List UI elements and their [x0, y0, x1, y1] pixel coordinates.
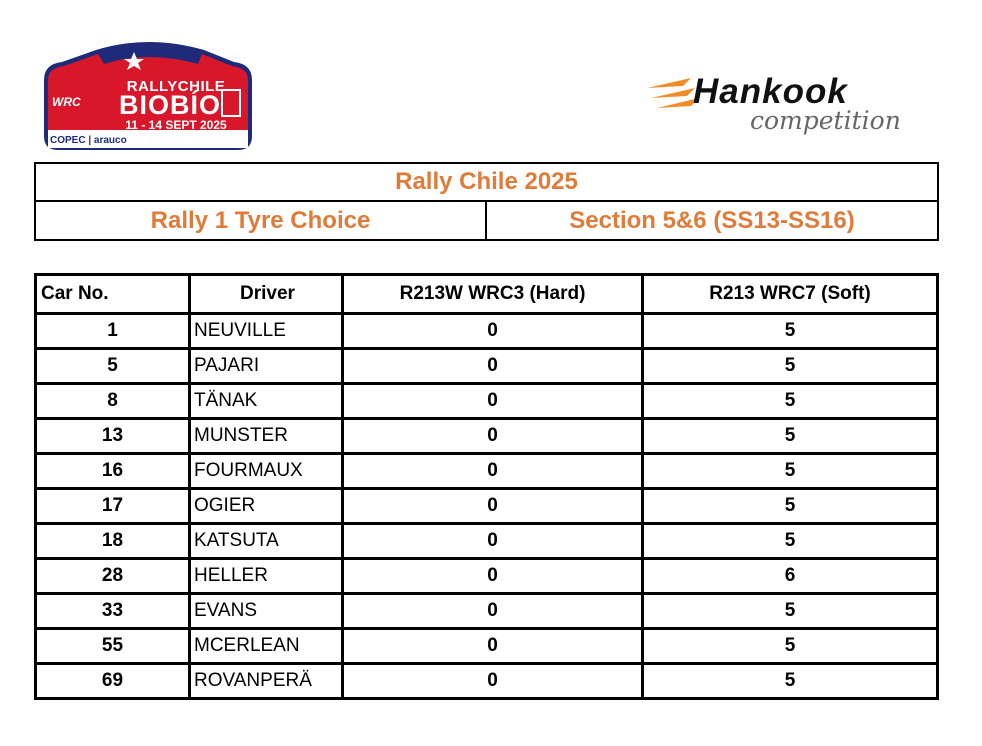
driver-name: MUNSTER	[190, 419, 343, 454]
hard-count: 0	[343, 524, 643, 559]
driver-name: ROVANPERÄ	[190, 664, 343, 699]
table-row	[36, 384, 938, 419]
page-title: Rally Chile 2025	[395, 168, 578, 195]
column-header-car: Car No.	[36, 275, 190, 314]
table-row	[36, 664, 938, 699]
driver-name: HELLER	[190, 559, 343, 594]
wrc-badge: WRC	[52, 95, 81, 109]
section-label: Section 5&6 (SS13-SS16)	[569, 206, 855, 234]
driver-name: TÄNAK	[190, 384, 343, 419]
hard-count: 0	[343, 384, 643, 419]
car-number: 33	[36, 594, 190, 629]
hard-count: 0	[343, 594, 643, 629]
table-header-row	[36, 275, 938, 314]
soft-count: 5	[643, 349, 938, 384]
column-header-soft: R213 WRC7 (Soft)	[643, 275, 938, 314]
soft-count: 5	[643, 384, 938, 419]
hard-count: 0	[343, 454, 643, 489]
soft-count: 6	[643, 559, 938, 594]
tyre-choice-table	[34, 273, 939, 700]
car-number: 17	[36, 489, 190, 524]
table-row	[36, 419, 938, 454]
hankook-logo	[645, 72, 945, 142]
rally-logo-sponsors: COPEC | arauco	[50, 135, 127, 146]
rally-logo-title: RALLYCHILE	[126, 78, 226, 95]
rally-chile-logo	[38, 40, 258, 152]
soft-count: 5	[643, 454, 938, 489]
table-row	[36, 454, 938, 489]
soft-count: 5	[643, 524, 938, 559]
driver-name: FOURMAUX	[190, 454, 343, 489]
driver-name: EVANS	[190, 594, 343, 629]
soft-count: 5	[643, 664, 938, 699]
table-row	[36, 524, 938, 559]
car-number: 55	[36, 629, 190, 664]
car-number: 13	[36, 419, 190, 454]
table-row	[36, 489, 938, 524]
hankook-competition: competition	[750, 106, 901, 135]
hankook-wordmark: Hankook	[693, 72, 848, 111]
car-number: 8	[36, 384, 190, 419]
hard-count: 0	[343, 664, 643, 699]
tyre-choice-label: Rally 1 Tyre Choice	[150, 206, 371, 234]
rally-logo-region: BIOBÍO	[118, 90, 221, 120]
hard-count: 0	[343, 559, 643, 594]
header-box	[34, 162, 939, 241]
car-number: 28	[36, 559, 190, 594]
car-number: 1	[36, 314, 190, 349]
driver-name: NEUVILLE	[190, 314, 343, 349]
table-row	[36, 559, 938, 594]
table-row	[36, 314, 938, 349]
soft-count: 5	[643, 419, 938, 454]
hard-count: 0	[343, 629, 643, 664]
soft-count: 5	[643, 629, 938, 664]
car-number: 5	[36, 349, 190, 384]
rally-logo-dates: 11 - 14 SEPT 2025	[125, 118, 227, 132]
column-header-driver: Driver	[190, 275, 343, 314]
hard-count: 0	[343, 489, 643, 524]
table-row	[36, 594, 938, 629]
driver-name: PAJARI	[190, 349, 343, 384]
soft-count: 5	[643, 489, 938, 524]
driver-name: KATSUTA	[190, 524, 343, 559]
hard-count: 0	[343, 419, 643, 454]
car-number: 69	[36, 664, 190, 699]
column-header-hard: R213W WRC3 (Hard)	[343, 275, 643, 314]
soft-count: 5	[643, 594, 938, 629]
table-row	[36, 349, 938, 384]
hard-count: 0	[343, 314, 643, 349]
driver-name: OGIER	[190, 489, 343, 524]
hard-count: 0	[343, 349, 643, 384]
car-number: 16	[36, 454, 190, 489]
soft-count: 5	[643, 314, 938, 349]
car-number: 18	[36, 524, 190, 559]
table-row	[36, 629, 938, 664]
driver-name: MCERLEAN	[190, 629, 343, 664]
